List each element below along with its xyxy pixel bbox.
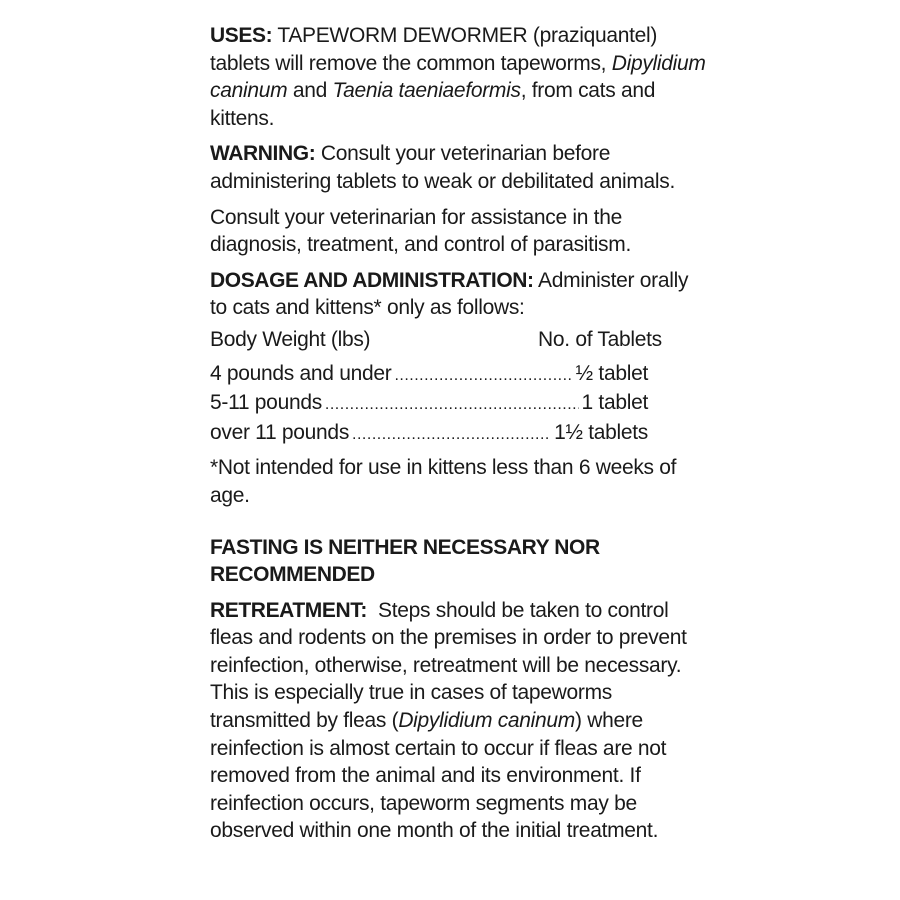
dosage-weight: 5-11 pounds [210,391,322,415]
dosage-table [210,360,710,449]
dosage-tablets: ½ tablet [575,361,648,385]
dot-leader [394,362,572,390]
consult-text: Consult your veterinarian for assistance in the diagnosis, treatment, and control of parasitism. [210,205,631,257]
dosage-row [210,419,648,449]
dosage-text: Administer orally to cats and kittens* only as follows: [210,268,689,320]
dosage-section [210,267,710,322]
retreatment-text-end: ) where reinfection is almost certain to occur if fleas are not removed from the animal and its environment. If reinfection occurs, tapeworm segments may be observed within one month of the initial treatment. [210,709,667,843]
species-name: Dipylidium caninum [210,51,706,103]
consult-paragraph [210,204,710,259]
species-name: Taenia taeniaeformis [332,79,521,103]
uses-section [210,22,710,132]
warning-heading: WARNING: [210,142,316,166]
dosage-footnote: *Not intended for use in kittens less than 6 weeks of age. [210,456,677,507]
uses-connector: and [287,79,333,103]
uses-text-end: , from cats and kittens. [210,79,656,130]
dosage-heading: DOSAGE AND ADMINISTRATION: [210,268,534,292]
uses-text: TAPEWORM DEWORMER (praziquantel) tablets will remove the common tapeworms, [210,24,658,75]
dosage-table-header [210,326,668,354]
product-label-text [210,22,710,853]
column-header-weight: Body Weight (lbs) [210,327,371,351]
retreatment-heading: RETREATMENT: [210,598,367,622]
dosage-weight: 4 pounds and under [210,361,392,385]
species-name: Dipylidium caninum [398,709,575,733]
dot-leader [325,391,579,419]
uses-heading: USES: [210,24,273,47]
retreatment-section [210,597,710,845]
dosage-row [210,360,648,390]
fasting-notice: FASTING IS NEITHER NECESSARY NOR RECOMMENDED [210,535,600,587]
column-header-tablets: No. of Tablets [538,327,662,351]
dosage-tablets: 1½ tablets [554,420,648,444]
warning-text: Consult your veterinarian before administering tablets to weak or debilitated animals. [210,142,676,193]
warning-section [210,140,710,195]
dosage-tablets: 1 tablet [581,391,648,415]
dosage-weight: over 11 pounds [210,420,350,444]
dosage-row [210,389,648,419]
retreatment-text: Steps should be taken to control fleas and rodents on the premises in order to prevent reinfection, otherwise, retreatment will be necessary. This is especially true in cases of tapeworms transmitted by fleas ( [210,598,687,733]
dot-leader [352,421,551,449]
